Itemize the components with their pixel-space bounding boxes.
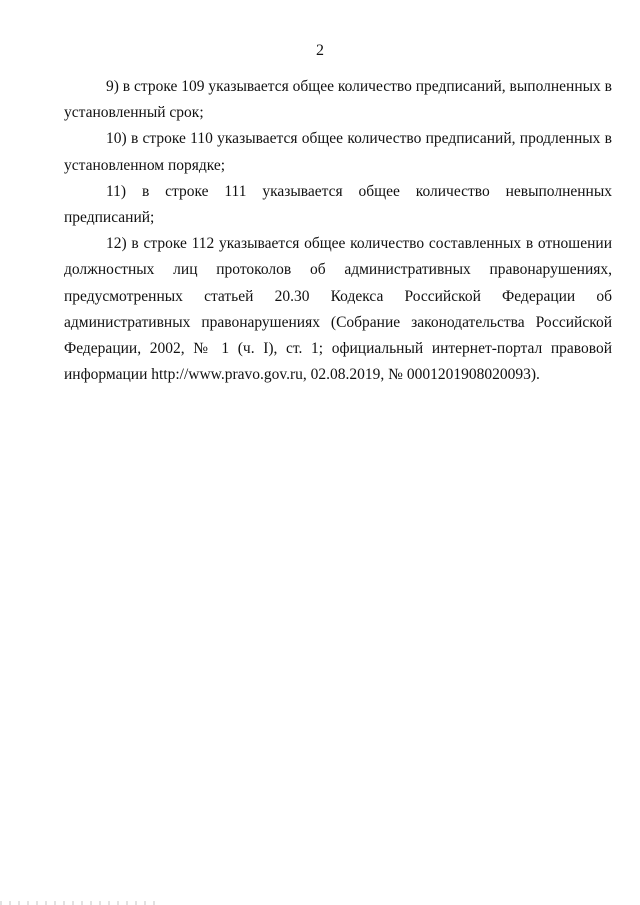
paragraph-item-12: 12) в строке 112 указывается общее количество составленных в отношении должностных лиц протоколов об административных правонарушениях, предусмотренных статьей 20.30 Кодекса Российской Федерации об административных правонарушениях (Собрание законодательства Российской Федерации, 2002, № 1 (ч. I), ст. 1; официальный интернет-портал правовой информации http://www.pravo.gov.ru, 02.08.2019, № 0001201908020093). bbox=[64, 235, 612, 384]
paragraph-item-9: 9) в строке 109 указывается общее количество предписаний, выполненных в установленный срок; bbox=[64, 78, 612, 122]
scan-edge-artifact bbox=[0, 901, 160, 905]
page-number: 2 bbox=[316, 42, 324, 59]
paragraph-item-10: 10) в строке 110 указывается общее количество предписаний, продленных в установленном порядке; bbox=[64, 130, 612, 174]
paragraph-item-11: 11) в строке 111 указывается общее количество невыполненных предписаний; bbox=[64, 182, 612, 227]
document-body bbox=[64, 74, 612, 388]
